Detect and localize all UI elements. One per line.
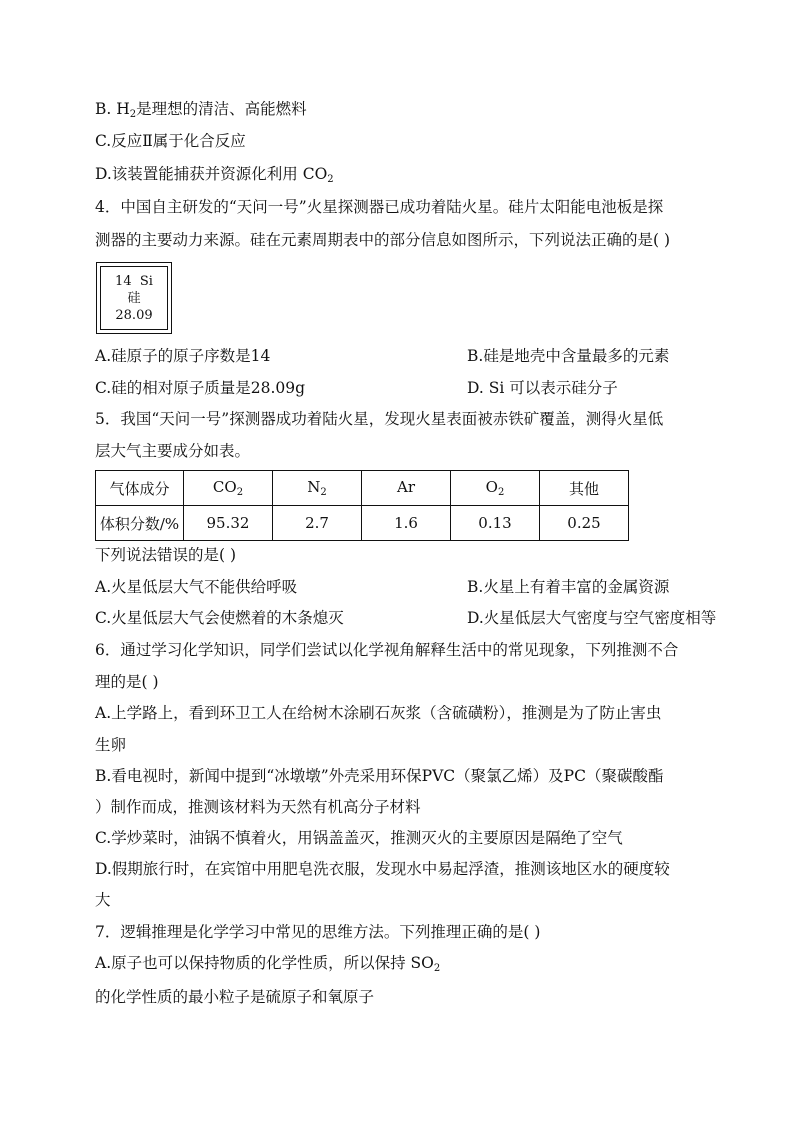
- q6-option-c: C.学炒菜时，油锅不慎着火，用锅盖盖灭，推测灭火的主要原因是隔绝了空气: [95, 829, 623, 847]
- q6-option-d-line-1: D.假期旅行时，在宾馆中用肥皂洗衣服，发现水中易起浮渣，推测该地区水的硬度较: [95, 860, 670, 878]
- subscript: 2: [236, 487, 244, 498]
- gas-o2: [451, 471, 540, 506]
- element-symbol: Si: [139, 274, 153, 289]
- q3-option-b-text: 是理想的清洁、高能燃料: [136, 100, 307, 118]
- q4-stem-line-2: 测器的主要动力来源。硅在元素周期表中的部分信息如图所示，下列说法正确的是( ): [95, 231, 671, 249]
- table-row-label: 体积分数/%: [96, 506, 184, 541]
- silicon-element-card: [96, 262, 172, 334]
- q4-options-row-1: [95, 346, 670, 366]
- q5-stem-line-2: 层大气主要成分如表。: [95, 442, 251, 460]
- subscript: 2: [327, 174, 334, 185]
- subscript: 2: [497, 487, 505, 498]
- q6-option-a-line-1: A.上学路上，看到环卫工人在给树木涂刷石灰浆（含硫磺粉），推测是为了防止害虫: [95, 704, 662, 722]
- q6-stem-line-2: 理的是( ): [95, 673, 159, 691]
- gas-base: 其他: [568, 479, 599, 498]
- q5-stem-line-1: 5．我国“天问一号”探测器成功着陆火星，发现火星表面被赤铁矿覆盖，测得火星低: [95, 410, 664, 428]
- table-cell: 0.13: [451, 506, 540, 541]
- atomic-mass: 28.09: [115, 308, 153, 323]
- q5-option-a: A.火星低层大气不能供给呼吸: [95, 578, 298, 596]
- subscript: 2: [433, 963, 441, 974]
- q5-option-c: C.火星低层大气会使燃着的木条熄灭: [95, 609, 344, 627]
- q4-option-a: A.硅原子的原子序数是14: [95, 347, 271, 365]
- q6-stem-line-1: 6．通过学习化学知识，同学们尝试以化学视角解释生活中的常见现象，下列推测不合: [95, 641, 679, 659]
- mars-atmosphere-table: [95, 470, 629, 541]
- gas-n2: [273, 471, 362, 506]
- gas-base: CO: [212, 478, 237, 496]
- table-cell: 95.32: [184, 506, 273, 541]
- q7-option-a-text: A.原子也可以保持物质的化学性质，所以保持 SO: [95, 954, 434, 972]
- gas-co2: [184, 471, 273, 506]
- q3-option-d: [95, 164, 334, 190]
- gas-ar: [362, 471, 451, 506]
- element-name: 硅: [127, 291, 141, 306]
- q3-option-b-prefix: B. H: [95, 100, 130, 118]
- q5-option-b: B.火星上有着丰富的金属资源: [467, 578, 670, 596]
- table-header-label: 气体成分: [96, 471, 184, 506]
- q3-option-c: C.反应Ⅱ属于化合反应: [95, 132, 246, 150]
- gas-base: O: [485, 478, 498, 496]
- q6-option-b-line-2: ）制作而成，推测该材料为天然有机高分子材料: [95, 798, 421, 816]
- q5-options-row-1: [95, 577, 670, 597]
- q5-option-d: D.火星低层大气密度与空气密度相等: [467, 609, 717, 627]
- q4-option-b: B.硅是地壳中含量最多的元素: [467, 347, 670, 365]
- gas-base: Ar: [396, 478, 415, 496]
- table-row: [96, 506, 629, 541]
- q6-option-a-line-2: 生卵: [95, 736, 127, 754]
- q6-option-d-line-2: 大: [95, 891, 111, 909]
- gas-base: N: [307, 478, 321, 496]
- gas-other: [540, 471, 629, 506]
- q5-question: 下列说法错误的是( ): [95, 546, 237, 564]
- q6-option-b-line-1: B.看电视时，新闻中提到“冰墩墩”外壳采用环保PVC（聚氯乙烯）及PC（聚碳酸酯: [95, 767, 664, 785]
- q7-option-a-line-1: [95, 953, 440, 979]
- table-cell: 1.6: [362, 506, 451, 541]
- atomic-number: 14: [115, 274, 132, 289]
- subscript: 2: [320, 487, 327, 498]
- q3-option-b: [95, 99, 307, 125]
- subscript: 2: [129, 109, 137, 120]
- q4-option-d: D. Si 可以表示硅分子: [467, 379, 618, 397]
- q4-option-c: C.硅的相对原子质量是28.09g: [95, 379, 306, 397]
- q4-options-row-2: [95, 378, 618, 398]
- q5-options-row-2: [95, 608, 717, 628]
- element-number-symbol: [101, 273, 167, 290]
- q3-option-d-text: D.该装置能捕获并资源化利用 CO: [95, 165, 328, 183]
- table-cell: 0.25: [540, 506, 629, 541]
- q7-option-a-line-2: 的化学性质的最小粒子是硫原子和氧原子: [95, 988, 375, 1006]
- table-header-row: [96, 471, 629, 506]
- q7-stem: 7．逻辑推理是化学学习中常见的思维方法。下列推理正确的是( ): [95, 923, 541, 941]
- table-cell: 2.7: [273, 506, 362, 541]
- q4-stem-line-1: 4．中国自主研发的“天问一号”火星探测器已成功着陆火星。硅片太阳能电池板是探: [95, 198, 664, 216]
- element-card-inner: [100, 266, 168, 330]
